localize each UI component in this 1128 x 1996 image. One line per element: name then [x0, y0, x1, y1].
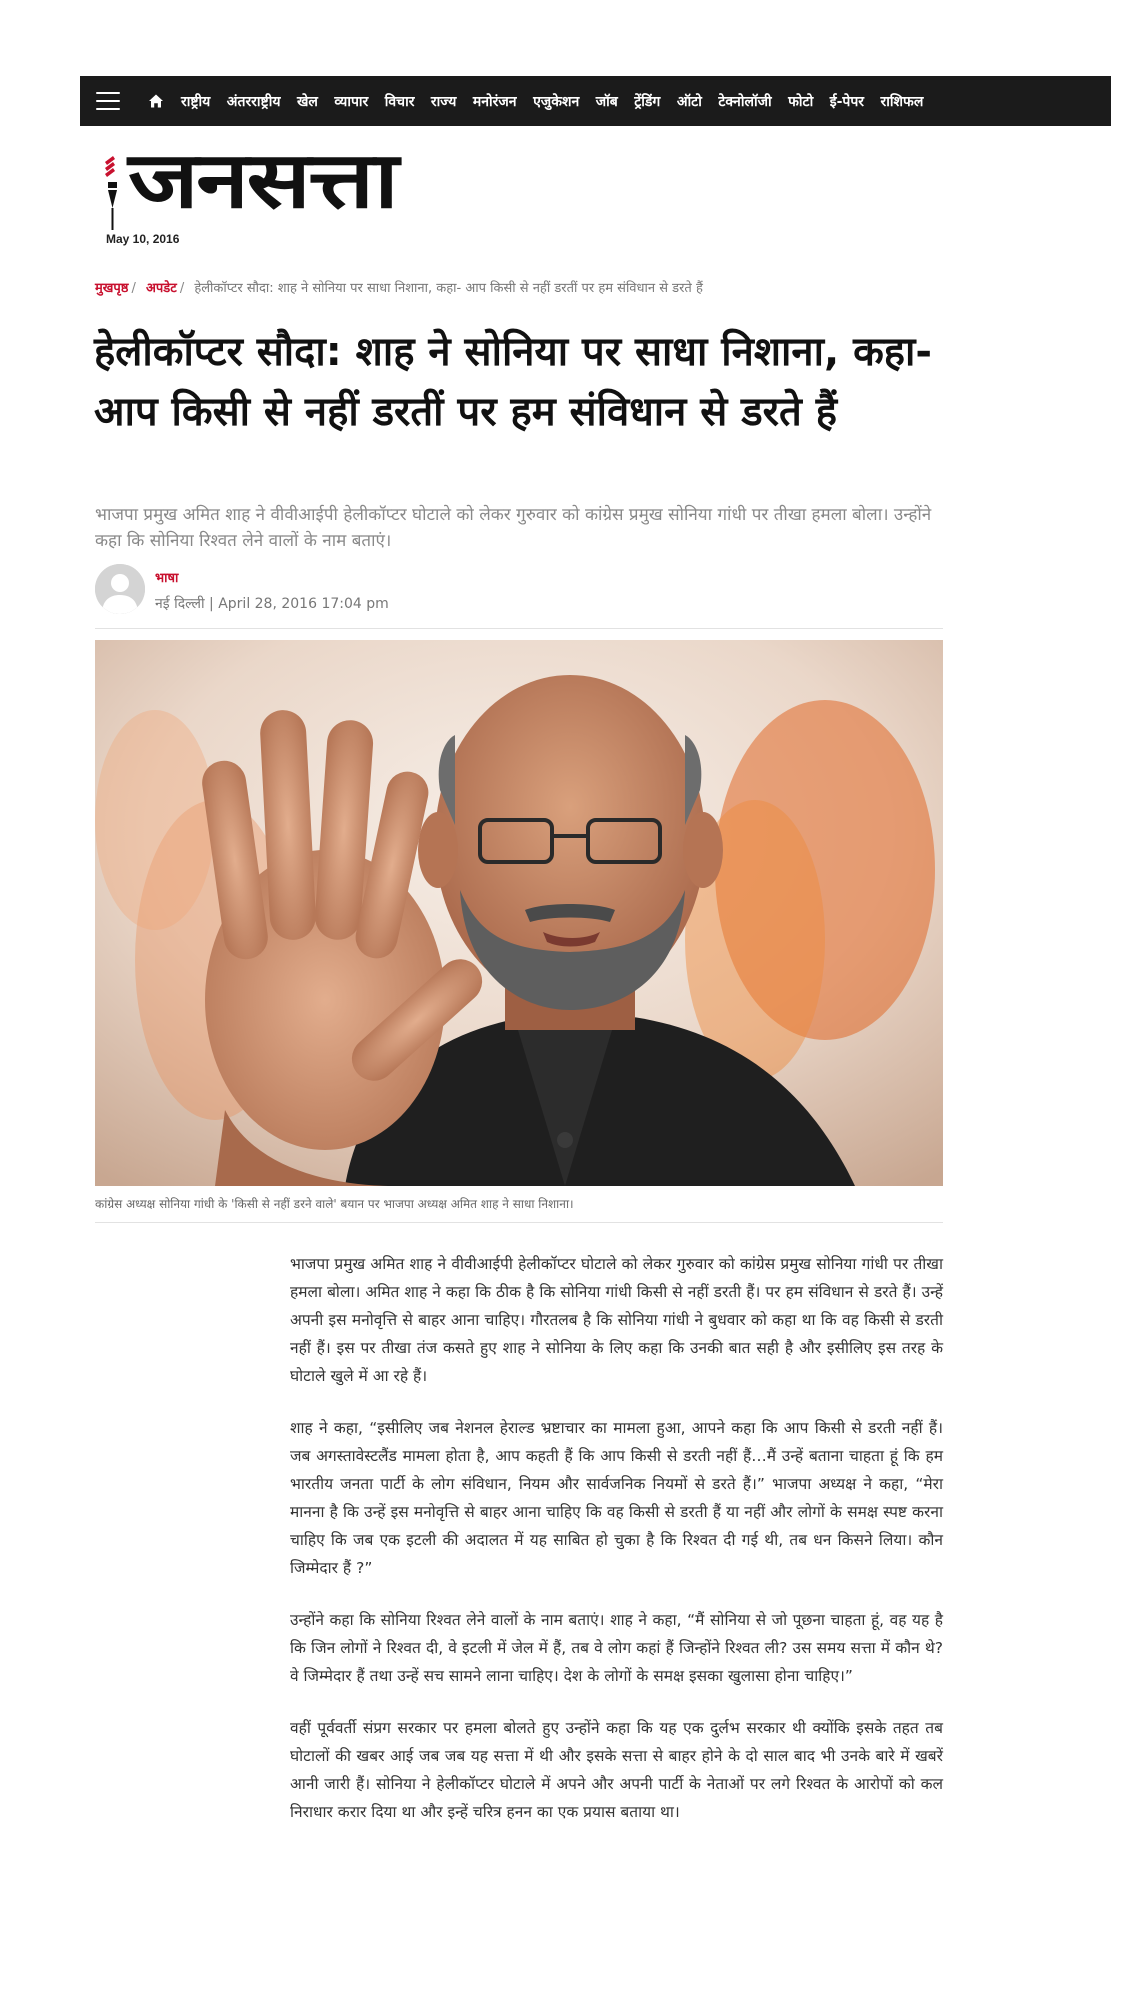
- breadcrumb-section[interactable]: अपडेट: [145, 281, 177, 296]
- divider: [95, 1222, 943, 1223]
- breadcrumb: [95, 278, 703, 296]
- image-caption: कांग्रेस अध्यक्ष सोनिया गांधी के 'किसी से नहीं डरने वाले' बयान पर भाजपा अध्यक्ष अमित शाह ने साधा निशाना।: [95, 1197, 574, 1211]
- article-hero-image: [95, 640, 943, 1186]
- nav-item-rashtriya[interactable]: राष्ट्रीय: [181, 93, 211, 110]
- article-headline: हेलीकॉप्टर सौदा: शाह ने सोनिया पर साधा निशाना, कहा- आप किसी से नहीं डरतीं पर हम संविधान से डरते हैं: [94, 329, 932, 435]
- nav-item-auto[interactable]: ऑटो: [676, 93, 702, 110]
- article-dateline: नई दिल्ली | April 28, 2016 17:04 pm: [155, 596, 389, 612]
- breadcrumb-separator: /: [179, 281, 185, 296]
- hamburger-menu-icon[interactable]: [96, 92, 120, 110]
- divider: [95, 628, 943, 629]
- article-body: [290, 1250, 943, 1850]
- nav-item-antarrashtriya[interactable]: अंतरराष्ट्रीय: [226, 93, 281, 110]
- nav-item-vichar[interactable]: विचार: [384, 93, 415, 110]
- logo-wordmark: जनसत्ता: [128, 136, 397, 226]
- article-paragraph: उन्होंने कहा कि सोनिया रिश्वत लेने वालों के नाम बताएं। शाह ने कहा, “मैं सोनिया से जो पूछना चाहता हूं, वह यह है कि जिन लोगों ने रिश्वत दी, वे इटली में जेल में हैं, तब वे लोग कहां हैं जिन्होंने रिश्वत ली? उस समय सत्ता में कौन थे? वे जिम्मेदार हैं तथा उन्हें सच सामने लाना चाहिए। देश के लोगों के समक्ष इसका खुलासा होना चाहिए।”: [290, 1611, 943, 1685]
- logo-emblem-icon: [102, 156, 124, 234]
- article-paragraph: वहीं पूर्ववर्ती संप्रग सरकार पर हमला बोलते हुए उन्होंने कहा कि यह एक दुर्लभ सरकार थी क्योंकि इसके तहत तब घोटालों की खबर आई जब जब यह सत्ता में थी और इसके सत्ता से बाहर होने के दो साल बाद भी उनके बारे में खबरें आनी जारी हैं। सोनिया ने हेलीकॉप्टर घोटाले में अपने और अपनी पार्टी के नेताओं पर लगे रिश्वत के आरोपों को कल निराधार करार दिया था और इन्हें चरित्र हनन का एक प्रयास बताया था।: [290, 1719, 943, 1821]
- article-summary: भाजपा प्रमुख अमित शाह ने वीवीआईपी हेलीकॉप्टर घोटाले को लेकर गुरुवार को कांग्रेस प्रमुख सोनिया गांधी पर तीखा हमला बोला। उन्होंने कहा कि सोनिया रिश्वत लेने वालों के नाम बताएं।: [95, 505, 932, 551]
- nav-item-job[interactable]: जॉब: [595, 93, 618, 110]
- author-name[interactable]: भाषा: [155, 571, 179, 586]
- nav-item-epaper[interactable]: ई-पेपर: [829, 93, 865, 110]
- nav-item-manoranjan[interactable]: मनोरंजन: [472, 93, 517, 110]
- nav-menu: [181, 92, 923, 111]
- nav-item-vyapar[interactable]: व्यापार: [334, 93, 369, 110]
- edition-date: May 10, 2016: [106, 232, 180, 246]
- nav-item-rashifal[interactable]: राशिफल: [880, 93, 924, 110]
- nav-item-trending[interactable]: ट्रेंडिंग: [634, 93, 661, 110]
- breadcrumb-current: हेलीकॉप्टर सौदा: शाह ने सोनिया पर साधा निशाना, कहा- आप किसी से नहीं डरतीं पर हम संविधान से डरते हैं: [194, 281, 703, 296]
- breadcrumb-separator: /: [131, 281, 136, 296]
- nav-item-education[interactable]: एजुकेशन: [533, 93, 580, 110]
- user-avatar-icon: [95, 564, 145, 614]
- top-navbar: [80, 76, 1111, 126]
- nav-item-photo[interactable]: फोटो: [788, 93, 814, 110]
- site-logo[interactable]: [96, 136, 496, 252]
- hero-photo-illustration: [95, 640, 943, 1186]
- home-icon[interactable]: [148, 93, 164, 109]
- nav-item-technology[interactable]: टेक्नोलॉजी: [718, 93, 772, 110]
- nav-item-khel[interactable]: खेल: [296, 93, 318, 110]
- article-paragraph: भाजपा प्रमुख अमित शाह ने वीवीआईपी हेलीकॉप्टर घोटाले को लेकर गुरुवार को कांग्रेस प्रमुख सोनिया गांधी पर तीखा हमला बोला। अमित शाह ने कहा कि ठीक है कि सोनिया गांधी किसी से नहीं डरती हैं। पर हम संविधान से डरते हैं। उन्हें अपनी इस मनोवृत्ति से बाहर आना चाहिए। गौरतलब है कि सोनिया गांधी ने बुधवार को कहा था कि वह किसी से डरती नहीं हैं। इस पर तीखा तंज कसते हुए शाह ने सोनिया के लिए कहा कि उनकी बात सही है और इसीलिए इस तरह के घोटाले खुले में आ रहे हैं।: [290, 1255, 943, 1385]
- article-paragraph: शाह ने कहा, “इसीलिए जब नेशनल हेराल्ड भ्रष्टाचार का मामला हुआ, आपने कहा कि आप किसी से डरती नहीं हैं। जब अगस्तावेस्टलैंड मामला होता है, आप कहती हैं कि आप किसी से डरती नहीं हैं…मैं उन्हें बताना चाहता हूं कि हम भारतीय जनता पार्टी के लोग संविधान, नियम और सार्वजनिक नियमों से डरते हैं।” भाजपा अध्यक्ष ने कहा, “मेरा मानना है कि उन्हें इस मनोवृत्ति से बाहर आना चाहिए कि वह किसी से डरती हैं या नहीं और लोगों के समक्ष स्पष्ट करना चाहिए कि जब एक इटली की अदालत में यह साबित हो चुका है कि रिश्वत दी गई थी, तब धन किसने लिया। कौन जिम्मेदार हैं ?”: [290, 1419, 943, 1577]
- breadcrumb-home[interactable]: मुखपृष्ठ: [95, 281, 129, 296]
- nav-item-rajya[interactable]: राज्य: [430, 93, 457, 110]
